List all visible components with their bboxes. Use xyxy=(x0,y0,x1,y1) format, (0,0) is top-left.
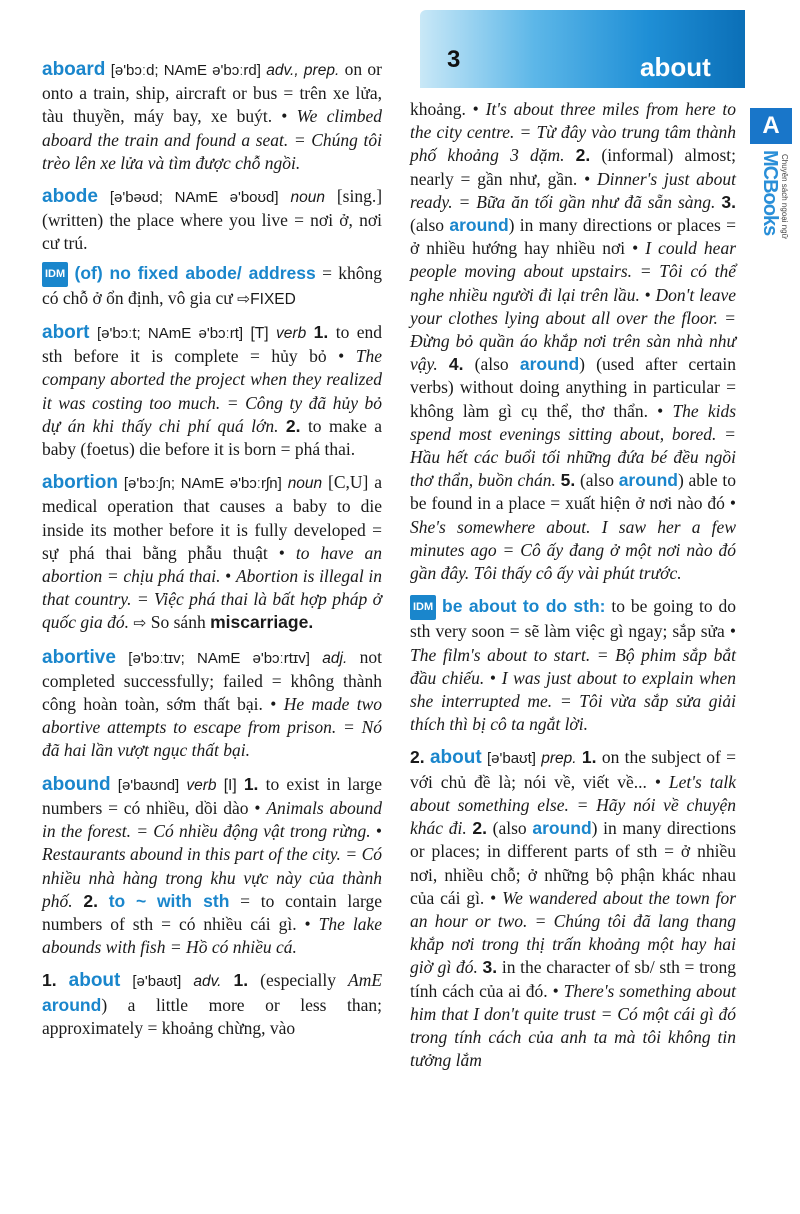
entry-abode xyxy=(42,185,382,311)
bullet: • xyxy=(375,821,383,842)
cross-reference: FIXED xyxy=(250,290,296,308)
region-label: AmE xyxy=(348,970,383,991)
homograph-number: 1. xyxy=(42,970,57,991)
bullet: • xyxy=(490,887,497,908)
example: I was just about to explain when she interrupted me. = Tôi vừa sắp sửa giải thích thì bị cô ta ngắt lời. xyxy=(410,667,736,735)
bullet: • xyxy=(729,621,737,642)
example: The kids spend most evenings sitting about, bored. = Hầu hết các buổi tối những đứa bé đều ngồi thơ thẩn, buồn chán. xyxy=(410,400,737,491)
entry-abortion xyxy=(42,471,382,635)
headword: abortion xyxy=(42,472,118,494)
alt-word: around xyxy=(519,354,580,375)
entry-about-adv xyxy=(42,969,382,1040)
tilde: ~ xyxy=(135,890,147,911)
pronunciation: [ə'baʊt] xyxy=(132,973,182,991)
bullet: • xyxy=(552,980,559,1001)
part-of-speech: verb xyxy=(186,776,217,794)
cross-reference: miscarriage. xyxy=(210,612,314,633)
definition: (also xyxy=(410,215,445,236)
bullet: • xyxy=(729,493,737,514)
example: Dinner's just about ready. = Bữa ăn tối gần như đã sẵn sàng. xyxy=(410,168,736,212)
definition: khoảng. xyxy=(410,99,466,119)
definition: [C,U] a medical operation that causes a baby to die inside its mother before it is fully developed = sự phá thai bằng phẫu thuật xyxy=(42,472,383,563)
definition: ) in many directions or places; in different parts of sth = ở nhiều nơi, nhiều chỗ; ở những bộ phận khác nhau của cái gì. xyxy=(410,818,737,908)
definition: [sing.] (written) the place where you live = nơi ở, nơi cư trú. xyxy=(42,186,383,254)
example: Restaurants abound in this part of the city. = Có nhiều nhà hàng trong khu vực này của thành phố. xyxy=(42,844,382,911)
definition: ) able to be found in a place = xuất hiện ở nơi nào đó xyxy=(410,470,736,514)
arrow-icon: ⇨ xyxy=(133,615,147,633)
entry-about-adv-cont xyxy=(410,98,736,585)
entry-abortive xyxy=(42,646,382,763)
idiom-definition: = không có chỗ ở ổn định, vô gia cư xyxy=(42,262,383,308)
pronunciation: [ə'bɔːt; NAmE ə'bɔːrt] xyxy=(96,325,244,343)
definition: to make a baby (foetus) die before it is born = phá thai. xyxy=(42,415,383,460)
idiom-definition: to be going to do sth very soon = sẽ làm việc gì ngay; sắp sửa xyxy=(410,596,736,642)
pronunciation: [ə'bəʊd; NAmE ə'boʊd] xyxy=(109,189,279,207)
example: We climbed aboard the train and found a seat. = Chúng tôi trèo lên xe lửa và tìm được chỗ ngồi. xyxy=(42,106,383,173)
compare-label: So sánh xyxy=(150,612,206,633)
definition: on or onto a train, ship, aircraft or bus = trên xe lửa, tàu thuyền, máy bay, xe buýt. xyxy=(42,59,382,127)
definition: ) in many directions or places = ở nhiều hướng hay nhiều nơi xyxy=(410,215,737,259)
bullet: • xyxy=(472,99,479,119)
idiom-phrase: be about to do sth: xyxy=(442,596,606,617)
headword: about xyxy=(429,747,482,769)
alt-word: around xyxy=(42,994,102,1015)
example: Animals abound in the forest. = Có nhiều động vật trong rừng. xyxy=(42,797,382,842)
part-of-speech: prep. xyxy=(541,750,577,768)
headword: aboard xyxy=(42,59,106,80)
example: I could hear people moving about upstairs. = Tôi có thể nghe nhiều người đi lại trên lầu. xyxy=(410,238,737,305)
example: We wandered about the town for an hour or two. = Chúng tôi đã lang thang khắp nơi trong thị trấn khoảng một hay hai giờ gì đó. xyxy=(410,887,737,978)
example: Don't leave your clothes lying about all over the floor. = Đừng bỏ quần áo khắp nơi trên sàn nhà như vậy. xyxy=(410,284,736,375)
definition: (informal) almost; nearly = gần như, gần. xyxy=(410,145,736,189)
brand-tagline: Chuyên sách ngoại ngữ xyxy=(780,154,789,239)
bullet: • xyxy=(338,346,345,367)
example: He made two abortive attempts to escape from prison. = Nó đã hai lần vượt ngục thất bại. xyxy=(42,694,383,761)
bullet: • xyxy=(270,694,277,715)
sense-number: 2. xyxy=(575,145,591,166)
arrow-icon: ⇨ xyxy=(237,290,251,308)
part-of-speech: adj. xyxy=(322,649,348,667)
entry-abort xyxy=(42,321,382,461)
alt-word: around xyxy=(532,818,592,839)
running-head: about xyxy=(640,52,711,82)
bullet: • xyxy=(281,106,288,127)
definition: (also xyxy=(474,354,509,375)
definition: = to contain large numbers of sth = có nhiều cái gì. xyxy=(42,890,382,934)
example: to have an abortion = chịu phá thai. xyxy=(42,542,382,587)
example: There's something about him that I don't quite trust = Có một cái gì đó trong tính cách của anh ta mà tôi không tin tưởng lắm xyxy=(410,980,736,1071)
part-of-speech: noun xyxy=(287,475,323,493)
bullet: • xyxy=(657,400,664,421)
pronunciation: [ə'bɔːʃn; NAmE ə'bɔːrʃn] xyxy=(123,475,282,493)
idiom-badge: IDM xyxy=(42,262,68,287)
homograph-number: 2. xyxy=(410,747,425,768)
alt-word: around xyxy=(618,470,678,491)
idiom-phrase: (of) no fixed abode/ address xyxy=(74,262,316,283)
sense-number: 1. xyxy=(243,773,259,794)
phrase-with-sth: with sth xyxy=(156,890,230,911)
phrase-to: to xyxy=(108,890,126,911)
sense-number: 5. xyxy=(560,470,576,491)
grammar-code: [T] xyxy=(250,325,269,343)
example: The company aborted the project when they realized it was costing too much. = Công ty đã hủy bỏ dự án khi thấy chi phí quá lớn. xyxy=(42,346,382,436)
definition: (also xyxy=(579,470,614,491)
sense-number: 2. xyxy=(285,415,301,436)
alt-word: around xyxy=(449,215,509,236)
example: The lake abounds with fish = Hồ có nhiều cá. xyxy=(42,913,382,958)
bullet: • xyxy=(632,238,639,259)
idiom-badge: IDM xyxy=(410,595,436,620)
sense-number: 1. xyxy=(581,747,597,768)
bullet: • xyxy=(254,797,261,818)
definition: ) (used after certain verbs) without doing anything in particular = không làm gì cụ thể, thơ thẩn. xyxy=(410,354,737,421)
headword: abort xyxy=(42,322,90,344)
headword: abode xyxy=(42,186,98,208)
definition: on the subject of = với chủ đề là; nói về, viết về... xyxy=(410,747,737,792)
entry-about-prep xyxy=(410,746,736,1072)
entry-aboard xyxy=(42,58,382,175)
part-of-speech: verb xyxy=(276,325,307,343)
definition: in the character of sb/ sth = trong tính cách của ai đó. xyxy=(410,957,737,1001)
brand-name: MCBooks xyxy=(759,150,781,236)
letter-tab: A xyxy=(750,108,792,144)
sense-number: 2. xyxy=(83,890,98,911)
definition: (especially xyxy=(260,970,336,991)
headword: abortive xyxy=(42,646,116,668)
sense-number: 4. xyxy=(448,354,464,375)
bullet: • xyxy=(304,913,311,934)
example: Abortion is illegal in that country. = Việc phá thai là bất hợp pháp ở quốc gia đó. xyxy=(42,566,383,633)
definition: (also xyxy=(492,818,527,839)
entry-abound xyxy=(42,773,382,960)
definition: not completed successfully; failed = không thành công hoàn toàn, sớm thất bại. xyxy=(42,646,383,715)
bullet: • xyxy=(654,771,661,792)
brand-logo xyxy=(758,150,792,280)
pronunciation: [ə'bɔːtɪv; NAmE ə'bɔːrtɪv] xyxy=(128,649,310,667)
example: Let's talk about something else. = Hãy nói về chuyện khác đi. xyxy=(410,771,737,839)
sense-number: 1. xyxy=(233,970,249,991)
bullet: • xyxy=(225,566,232,587)
bullet: • xyxy=(584,168,591,189)
right-column xyxy=(410,98,736,1082)
headword: abound xyxy=(42,773,111,795)
bullet: • xyxy=(278,542,285,563)
sense-number: 3. xyxy=(721,191,736,212)
sense-number: 3. xyxy=(482,957,498,978)
example: The film's about to start. = Bộ phim sắp bắt đầu chiếu. xyxy=(410,644,736,688)
pronunciation: [ə'baʊt] xyxy=(486,750,536,768)
definition: to exist in large numbers = có nhiều, dồi dào xyxy=(42,773,383,818)
pronunciation: [ə'baʊnd] xyxy=(117,776,180,794)
part-of-speech: noun xyxy=(290,189,325,207)
left-column xyxy=(42,58,382,1050)
sense-number: 2. xyxy=(472,818,487,839)
definition: to end sth before it is complete = hủy bỏ xyxy=(42,322,383,367)
headword: about xyxy=(68,970,121,992)
pronunciation: [ə'bɔːd; NAmE ə'bɔːrd] xyxy=(110,62,261,79)
sense-number: 1. xyxy=(313,322,329,343)
definition: ) a little more or less than; approximately = khoảng chừng, vào xyxy=(42,994,382,1038)
example: She's somewhere about. I saw her a few minutes ago = Cô ấy đang ở một nơi nào đó gần đây. Tôi thấy cô ấy vài phút trước. xyxy=(410,516,736,584)
grammar-code: [I] xyxy=(223,776,237,794)
page-number: 3 xyxy=(447,46,461,73)
entry-idiom-be-about xyxy=(410,595,736,736)
part-of-speech: adv., prep. xyxy=(266,62,340,79)
bullet: • xyxy=(489,667,497,688)
example: It's about three miles from here to the city centre. = Từ đây vào trung tâm thành phố khoảng 3 dặm. xyxy=(410,99,736,166)
bullet: • xyxy=(644,284,651,305)
part-of-speech: adv. xyxy=(193,973,222,991)
